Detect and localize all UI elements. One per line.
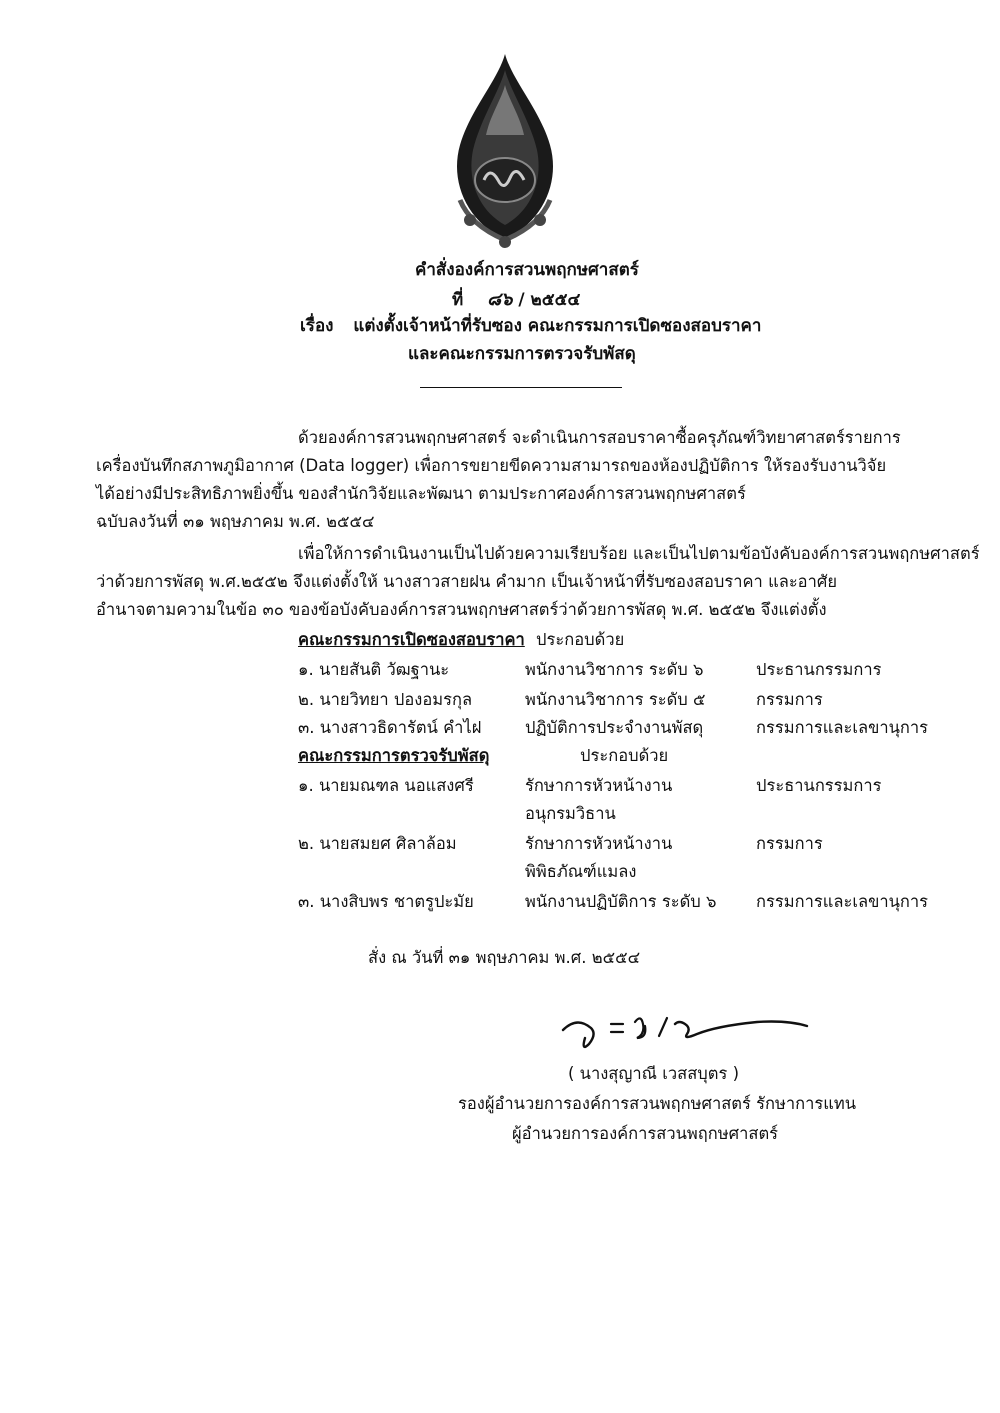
member-role: กรรมการและเลขานุการ (756, 892, 929, 911)
member-position: รักษาการหัวหน้างาน (525, 834, 673, 853)
signatory-name: ( นางสุญาณี เวสสบุตร ) (568, 1064, 740, 1083)
member-position: พนักงานวิชาการ ระดับ ๖ (525, 660, 704, 679)
paragraph-1-line-1: ด้วยองค์การสวนพฤกษศาสตร์ จะดำเนินการสอบราคาซื้อครุภัณฑ์วิทยาศาสตร์รายการ (298, 428, 901, 447)
member-role: กรรมการ (756, 834, 823, 853)
paragraph-2-line-2: ว่าด้วยการพัสดุ พ.ศ.๒๕๕๒ จึงแต่งตั้งให้ นางสาวสายฝน คำมาก เป็นเจ้าหน้าที่รับซองสอบราคา และอาศัย (96, 572, 837, 591)
member-name: ๓. นางสาวธิดารัตน์ คำไฝ (298, 718, 482, 737)
organization-seal (440, 50, 570, 250)
order-date: สั่ง ณ วันที่ ๓๑ พฤษภาคม พ.ศ. ๒๕๕๔ (368, 948, 641, 967)
subject-line-2: และคณะกรรมการตรวจรับพัสดุ (408, 344, 636, 364)
member-name: ๑. นายสันติ วัฒฐานะ (298, 660, 450, 679)
paragraph-1-line-2: เครื่องบันทึกสภาพภูมิอากาศ (Data logger) เพื่อการขยายขีดความสามารถของห้องปฏิบัติการ ให้รองรับงานวิจัย (96, 456, 887, 475)
committee-open-suffix: ประกอบด้วย (536, 630, 625, 649)
member-role: กรรมการ (756, 690, 823, 709)
member-position-line-2: พิพิธภัณฑ์แมลง (525, 862, 637, 881)
paragraph-1-line-3: ได้อย่างมีประสิทธิภาพยิ่งขึ้น ของสำนักวิจัยและพัฒนา ตามประกาศองค์การสวนพฤกษศาสตร์ (96, 484, 746, 503)
committee-open-heading (298, 626, 624, 654)
subject-label: เรื่อง (300, 316, 334, 336)
member-position: รักษาการหัวหน้างาน (525, 776, 673, 795)
subject-line-1 (300, 312, 761, 339)
order-number (452, 284, 580, 313)
signatory-title-1: รองผู้อำนวยการองค์การสวนพฤกษศาสตร์ รักษาการแทน (458, 1094, 857, 1113)
member-name: ๒. นายสมยศ ศิลาล้อม (298, 834, 457, 853)
member-role: ประธานกรรมการ (756, 660, 882, 679)
number-year: / ๒๕๕๔ (518, 290, 581, 310)
order-title: คำสั่งองค์การสวนพฤกษศาสตร์ (415, 260, 639, 280)
paragraph-2-line-3: อำนาจตามความในข้อ ๓๐ ของข้อบังคับองค์การสวนพฤกษศาสตร์ว่าด้วยการพัสดุ พ.ศ. ๒๕๕๒ จึงแต่งตั้ง (96, 600, 827, 619)
member-role: ประธานกรรมการ (756, 776, 882, 795)
header-divider (420, 387, 622, 388)
committee-open-title: คณะกรรมการเปิดซองสอบราคา (298, 630, 525, 649)
member-name: ๒. นายวิทยา ปองอมรกุล (298, 690, 473, 709)
paragraph-2-line-1: เพื่อให้การดำเนินงานเป็นไปด้วยความเรียบร้อย และเป็นไปตามข้อบังคับองค์การสวนพฤกษศาสตร์ (298, 544, 980, 563)
subject-text-1: แต่งตั้งเจ้าหน้าที่รับซอง คณะกรรมการเปิดซองสอบราคา (353, 316, 762, 336)
committee-check-suffix: ประกอบด้วย (580, 746, 669, 765)
member-name: ๓. นางสิบพร ชาตรูปะมัย (298, 892, 474, 911)
member-position-line-2: อนุกรมวิธาน (525, 804, 616, 823)
member-name: ๑. นายมณฑล นอแสงศรี (298, 776, 474, 795)
handwritten-signature (555, 1000, 815, 1050)
committee-check-title: คณะกรรมการตรวจรับพัสดุ (298, 746, 490, 765)
member-role: กรรมการและเลขานุการ (756, 718, 929, 737)
number-label: ที่ (452, 290, 464, 310)
handwritten-number: ๘๖ (487, 289, 513, 310)
signatory-title-2: ผู้อำนวยการองค์การสวนพฤกษศาสตร์ (512, 1124, 779, 1143)
member-position: ปฏิบัติการประจำงานพัสดุ (525, 718, 704, 737)
paragraph-1-line-4: ฉบับลงวันที่ ๓๑ พฤษภาคม พ.ศ. ๒๕๕๔ (96, 512, 375, 531)
member-position: พนักงานวิชาการ ระดับ ๕ (525, 690, 706, 709)
member-position: พนักงานปฏิบัติการ ระดับ ๖ (525, 892, 717, 911)
